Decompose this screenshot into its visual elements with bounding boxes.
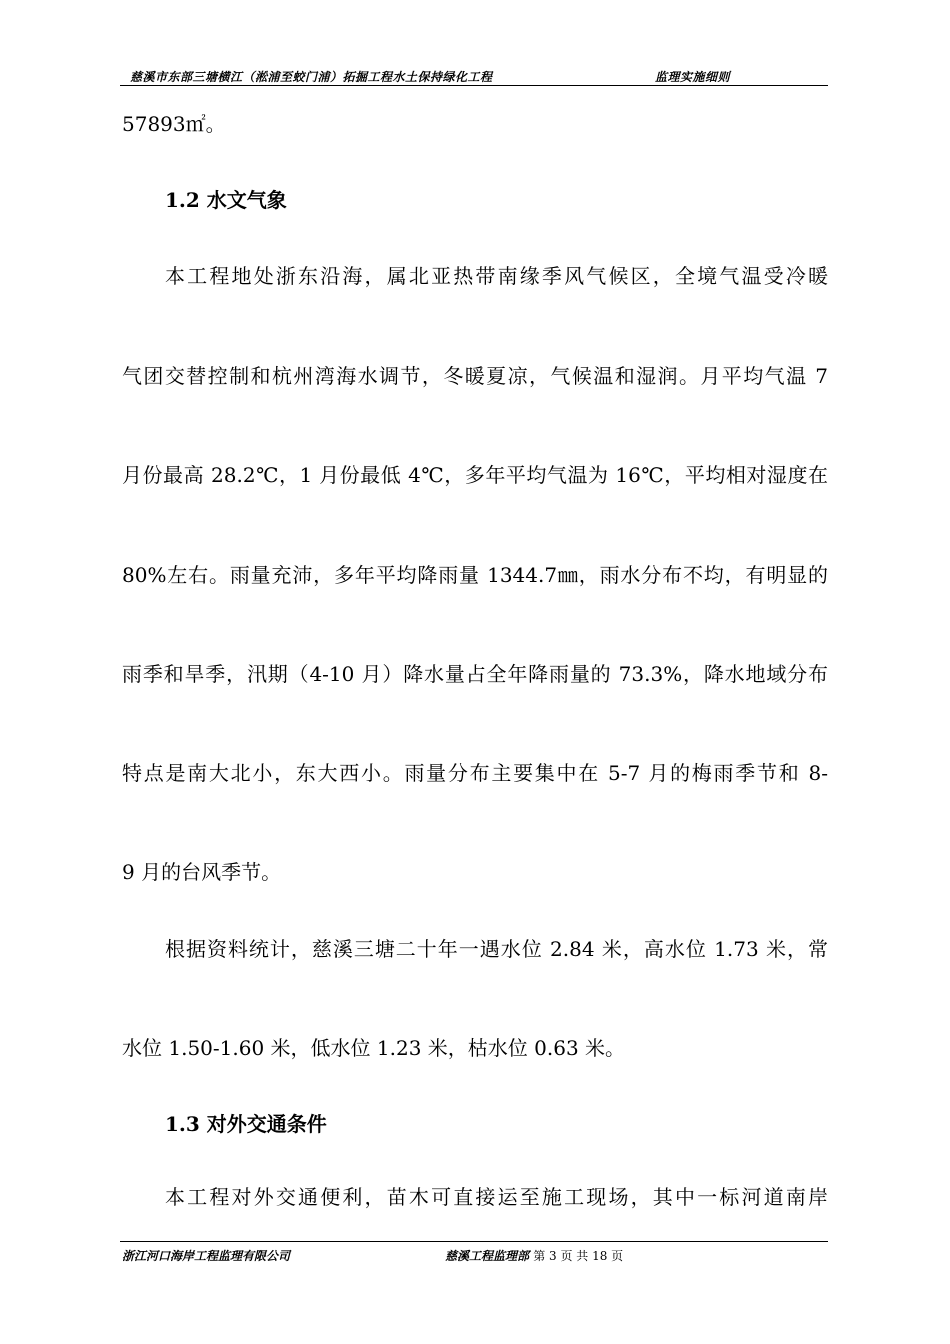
paragraph-line: 特点是南大北小，东大西小。雨量分布主要集中在 5-7 月的梅雨季节和 8- xyxy=(122,761,828,785)
section-heading-hydrology: 1.2 水文气象 xyxy=(165,188,287,212)
footer-divider xyxy=(120,1241,828,1242)
paragraph-line: 雨季和旱季，汛期（4-10 月）降水量占全年降雨量的 73.3%，降水地域分布 xyxy=(122,662,828,686)
paragraph-line: 气团交替控制和杭州湾海水调节，冬暖夏凉，气候温和湿润。月平均气温 7 xyxy=(122,364,828,388)
footer-page-info xyxy=(445,1247,623,1265)
header-divider xyxy=(120,85,828,86)
footer-page-number: 第 3 页 共 18 页 xyxy=(533,1249,624,1263)
paragraph-line: 根据资料统计，慈溪三塘二十年一遇水位 2.84 米，高水位 1.73 米，常 xyxy=(165,937,828,961)
paragraph-line: 水位 1.50-1.60 米，低水位 1.23 米，枯水位 0.63 米。 xyxy=(122,1036,626,1060)
paragraph-line: 本工程地处浙东沿海，属北亚热带南缘季风气候区，全境气温受冷暖 xyxy=(165,264,828,288)
section-heading-traffic: 1.3 对外交通条件 xyxy=(165,1112,327,1136)
paragraph-line: 本工程对外交通便利，苗木可直接运至施工现场，其中一标河道南岸 xyxy=(165,1185,828,1209)
page-header xyxy=(120,68,828,84)
header-document-type: 监理实施细则 xyxy=(655,70,731,84)
paragraph-line: 9 月的台风季节。 xyxy=(122,860,282,884)
paragraph-line: 80%左右。雨量充沛，多年平均降雨量 1344.7㎜，雨水分布不均，有明显的 xyxy=(122,563,828,587)
footer-department: 慈溪工程监理部 xyxy=(445,1249,530,1263)
footer-company: 浙江河口海岸工程监理有限公司 xyxy=(122,1249,291,1263)
paragraph-line: 57893㎡。 xyxy=(122,112,226,136)
paragraph-line: 月份最高 28.2℃，1 月份最低 4℃，多年平均气温为 16℃，平均相对湿度在 xyxy=(122,463,828,487)
header-project-title: 慈溪市东部三塘横江（淞浦至蛟门浦）拓掘工程水土保持绿化工程 xyxy=(130,70,493,84)
